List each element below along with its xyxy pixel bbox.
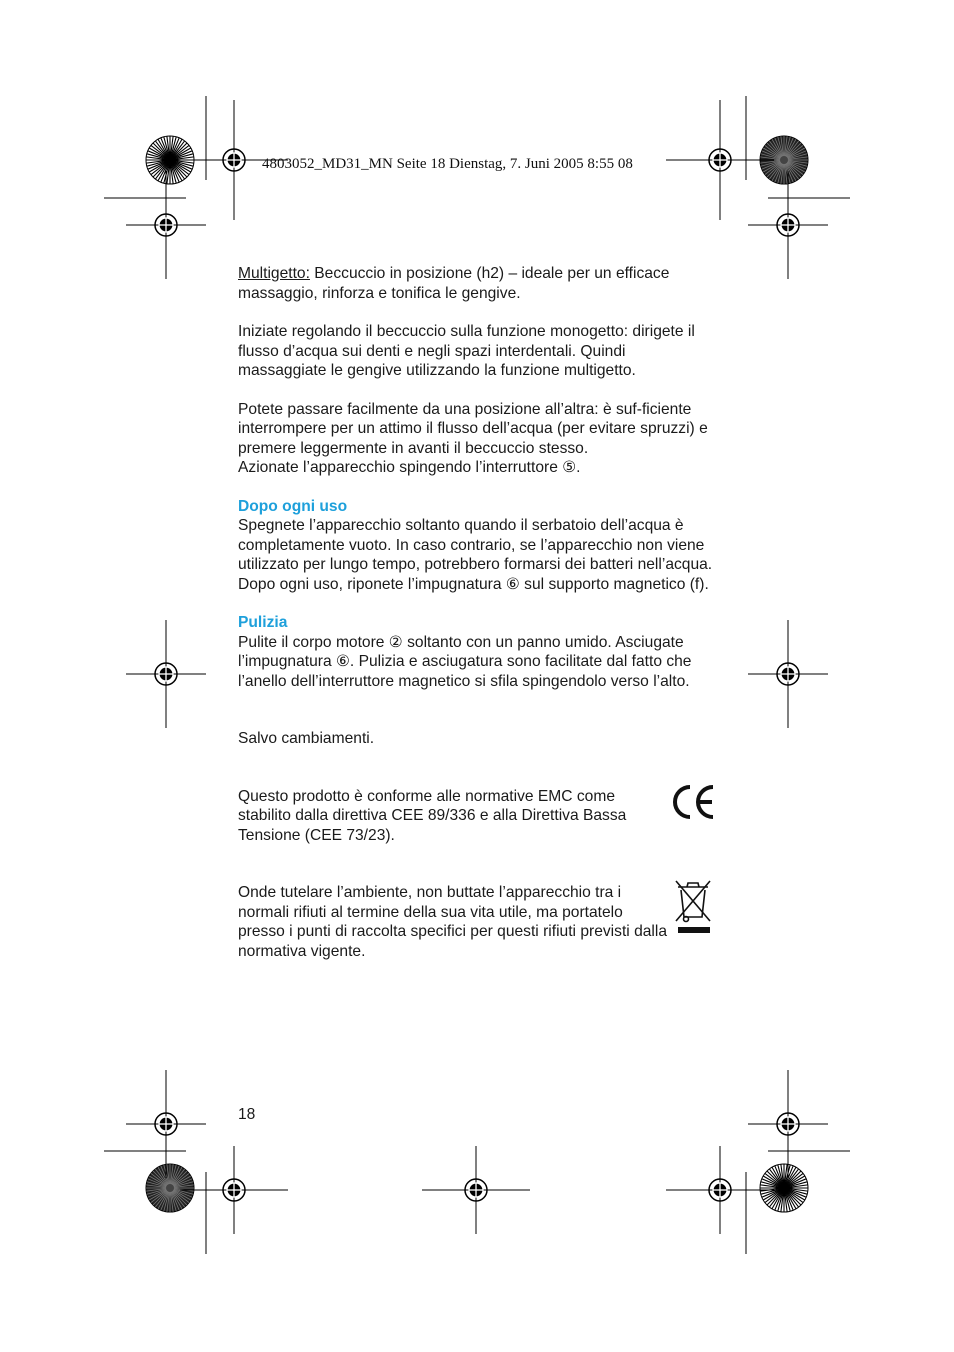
registration-mark-icon xyxy=(748,171,828,279)
page-content xyxy=(238,264,718,961)
paragraph-multigetto: Multigetto: Beccuccio in posizione (h2) – ideale per un efficace massaggio, rinforza e tonifica le gengive. xyxy=(238,265,670,302)
paragraph-activate: Azionate l’apparecchio spingendo l’interruttore ⑤. xyxy=(238,459,581,476)
paragraph-after-use: Spegnete l’apparecchio soltanto quando il serbatoio dell’acqua è completamente vuoto. In caso contrario, se l’apparecchio non viene utilizzato per lungo tempo, potrebbero formarsi dei batteri nell’acqua. xyxy=(238,517,713,573)
registration-mark-icon xyxy=(126,1070,206,1178)
paragraph-start: Iniziate regolando il beccuccio sulla funzione monogetto: dirigete il flusso d’acqua sui denti e negli spazi interdentali. Quindi massaggiate le gengive utilizzando la funzione multigetto. xyxy=(238,323,695,379)
registration-mark-icon xyxy=(748,620,828,728)
paragraph-emc: Questo prodotto è conforme alle normative EMC come stabilito dalla direttiva CEE 89/336 e alla Direttiva Bassa Tensione (CEE 73/23). xyxy=(238,787,627,844)
page-number: 18 xyxy=(238,1106,256,1123)
registration-mark-icon xyxy=(180,1146,288,1234)
starburst-icon xyxy=(760,1164,808,1212)
paragraph-disposal: Onde tutelare l’ambiente, non buttate l’apparecchio tra i normali rifiuti al termine della sua vita utile, ma portatelo presso i punti di raccolta specifici per questi rifiuti previsti dalla normativa vigente. xyxy=(238,884,668,960)
paragraph-changes: Salvo cambiamenti. xyxy=(238,730,375,747)
heading-cleaning: Pulizia xyxy=(238,614,288,631)
registration-mark-icon xyxy=(666,100,774,220)
paragraph-switch: Potete passare facilmente da una posizione all’altra: è suf-ficiente interrompere per un attimo il flusso dell’acqua (per evitare spruzzi) e premere leggermente in avanti il beccuccio stesso. xyxy=(238,400,708,457)
starburst-icon xyxy=(146,1164,194,1212)
registration-mark-icon xyxy=(126,171,206,279)
print-header: 4803052_MD31_MN Seite 18 Dienstag, 7. Juni 2005 8:55 08 xyxy=(262,156,633,172)
registration-mark-icon xyxy=(666,1146,774,1234)
paragraph-store-handle: Dopo ogni uso, riponete l’impugnatura ⑥ sul supporto magnetico (f). xyxy=(238,575,709,593)
registration-mark-icon xyxy=(748,1070,828,1178)
heading-after-use: Dopo ogni uso xyxy=(238,497,348,515)
paragraph-cleaning: Pulite il corpo motore ② soltanto con un panno umido. Asciugate l’impugnatura ⑥. Pulizia e asciugatura sono facilitate dal fatto che l’anello dell’interruttore magnetico si sfila spingendolo verso l’alto. xyxy=(238,633,692,690)
registration-mark-icon xyxy=(126,620,206,728)
emc-row xyxy=(238,787,718,846)
weee-row xyxy=(238,883,718,961)
term-multigetto: Multigetto: xyxy=(238,265,310,282)
crossed-bin-icon xyxy=(672,877,714,935)
registration-mark-icon xyxy=(422,1146,530,1234)
ce-mark-icon xyxy=(670,783,716,821)
